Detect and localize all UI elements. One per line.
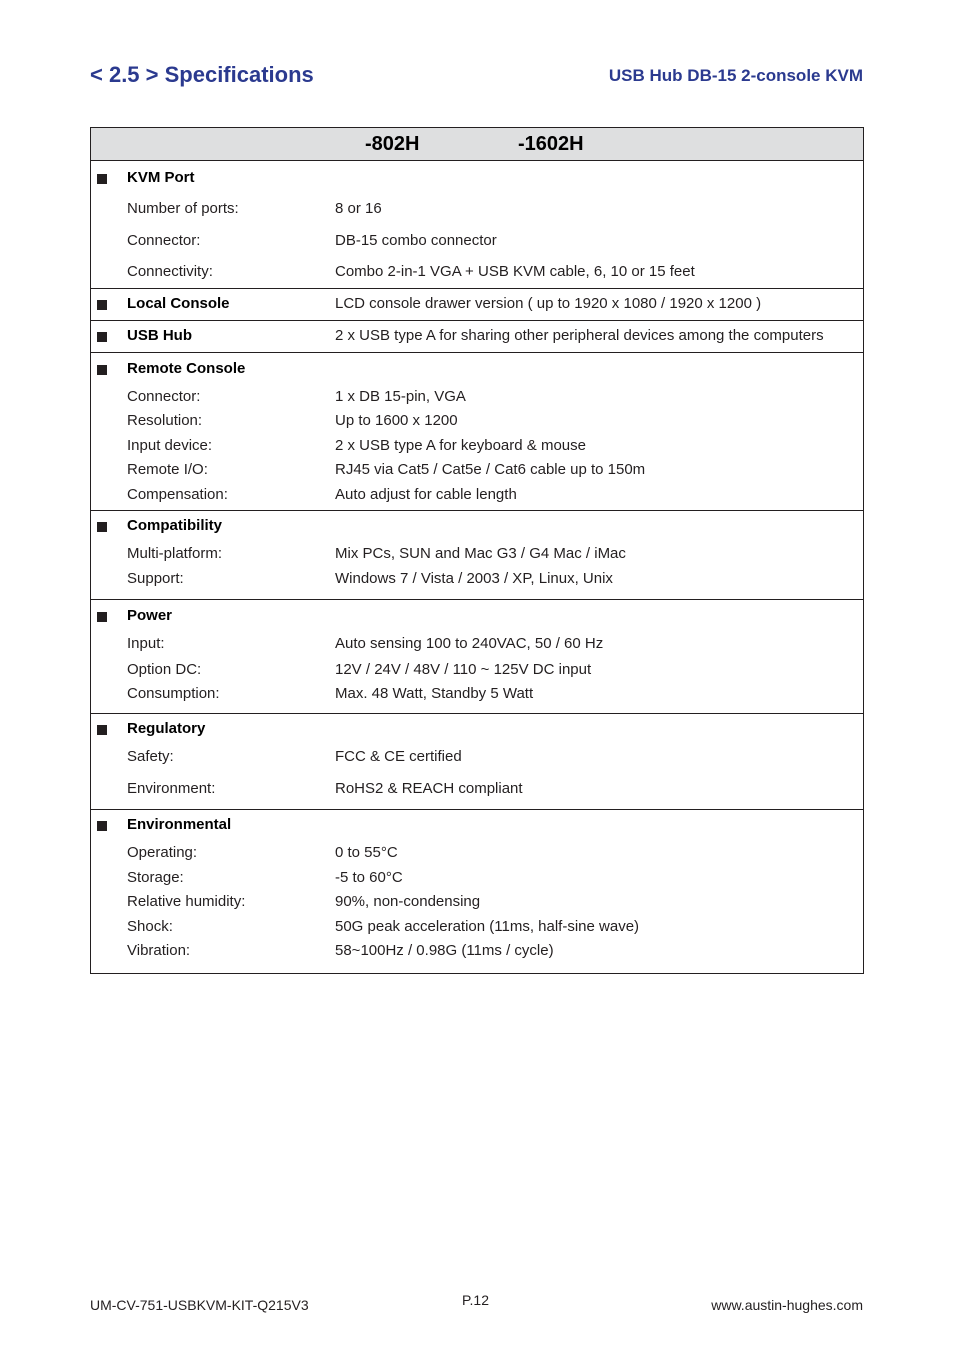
group-value: LCD console drawer version ( up to 1920 x 1080 / 1920 x 1200 )	[335, 295, 762, 312]
group-heading: Regulatory	[127, 720, 206, 737]
spec-value: 1 x DB 15-pin, VGA	[335, 388, 466, 405]
section-title: < 2.5 > Specifications	[90, 62, 314, 87]
spec-row	[91, 200, 863, 220]
group-heading: Compatibility	[127, 517, 223, 534]
spec-row	[91, 412, 863, 432]
spec-row	[91, 893, 863, 913]
square-bullet-icon	[97, 725, 107, 735]
spec-label: Option DC:	[127, 661, 202, 678]
square-bullet-icon	[97, 300, 107, 310]
document-title: USB Hub DB-15 2-console KVM	[608, 66, 863, 85]
square-bullet-icon	[97, 522, 107, 532]
model-label: -802H	[365, 133, 420, 155]
group-heading: Power	[127, 607, 173, 624]
group-heading: USB Hub	[127, 327, 192, 344]
spec-value: 2 x USB type A for keyboard & mouse	[335, 437, 586, 454]
spec-value: RJ45 via Cat5 / Cat5e / Cat6 cable up to 150m	[335, 461, 646, 478]
spec-value: Auto sensing 100 to 240VAC, 50 / 60 Hz	[335, 635, 604, 652]
spec-group	[91, 161, 863, 289]
spec-label: Vibration:	[127, 942, 191, 959]
spec-table	[90, 127, 864, 974]
spec-row	[91, 263, 863, 283]
spec-label: Consumption:	[127, 685, 220, 702]
group-heading: Remote Console	[127, 360, 246, 377]
spec-label: Support:	[127, 570, 184, 587]
spec-value: 8 or 16	[335, 200, 382, 217]
square-bullet-icon	[97, 821, 107, 831]
spec-value: 0 to 55°C	[335, 844, 398, 861]
model-header-row	[91, 128, 863, 161]
spec-row	[91, 661, 863, 681]
spec-label: Compensation:	[127, 486, 228, 503]
spec-group	[91, 714, 863, 810]
spec-row	[91, 748, 863, 768]
square-bullet-icon	[97, 332, 107, 342]
spec-group	[91, 321, 863, 353]
spec-label: Multi-platform:	[127, 545, 223, 562]
spec-label: Connector:	[127, 388, 201, 405]
spec-row	[91, 570, 863, 590]
spec-row	[91, 461, 863, 481]
spec-value: FCC & CE certified	[335, 748, 462, 765]
spec-row	[91, 486, 863, 506]
square-bullet-icon	[97, 174, 107, 184]
square-bullet-icon	[97, 365, 107, 375]
spec-label: Connector:	[127, 232, 201, 249]
spec-label: Resolution:	[127, 412, 203, 429]
spec-value: 90%, non-condensing	[335, 893, 481, 910]
spec-value: Max. 48 Watt, Standby 5 Watt	[335, 685, 534, 702]
spec-value: 58~100Hz / 0.98G (11ms / cycle)	[335, 942, 554, 959]
spec-groups	[91, 161, 863, 973]
spec-label: Storage:	[127, 869, 184, 886]
square-bullet-icon	[97, 612, 107, 622]
spec-value: 12V / 24V / 48V / 110 ~ 125V DC input	[335, 661, 592, 678]
spec-label: Relative humidity:	[127, 893, 246, 910]
spec-value: Windows 7 / Vista / 2003 / XP, Linux, Unix	[335, 570, 613, 587]
group-heading: Environmental	[127, 816, 232, 833]
spec-group	[91, 511, 863, 600]
group-heading: Local Console	[127, 295, 230, 312]
spec-label: Environment:	[127, 780, 216, 797]
spec-value: 50G peak acceleration (11ms, half-sine wave)	[335, 918, 640, 935]
group-value: 2 x USB type A for sharing other peripheral devices among the computers	[335, 327, 824, 344]
spec-value: RoHS2 & REACH compliant	[335, 780, 523, 797]
spec-value: -5 to 60°C	[335, 869, 403, 886]
spec-label: Input device:	[127, 437, 213, 454]
spec-group	[91, 353, 863, 511]
spec-value: Up to 1600 x 1200	[335, 412, 458, 429]
spec-row	[91, 635, 863, 655]
spec-label: Connectivity:	[127, 263, 213, 280]
spec-value: DB-15 combo connector	[335, 232, 497, 249]
spec-group	[91, 810, 863, 973]
spec-row	[91, 232, 863, 252]
page-number: P.12	[462, 1292, 489, 1308]
spec-label: Remote I/O:	[127, 461, 208, 478]
spec-label: Number of ports:	[127, 200, 239, 217]
model-label: -1602H	[518, 133, 584, 155]
spec-group	[91, 600, 863, 714]
spec-label: Input:	[127, 635, 165, 652]
spec-row	[91, 545, 863, 565]
spec-row	[91, 918, 863, 938]
spec-label: Shock:	[127, 918, 173, 935]
spec-row	[91, 869, 863, 889]
spec-row	[91, 942, 863, 962]
spec-row	[91, 437, 863, 457]
spec-label: Safety:	[127, 748, 174, 765]
document-code: UM-CV-751-USBKVM-KIT-Q215V3	[90, 1297, 309, 1313]
spec-row	[91, 844, 863, 864]
spec-label: Operating:	[127, 844, 198, 861]
spec-value: Combo 2-in-1 VGA + USB KVM cable, 6, 10 or 15 feet	[335, 263, 695, 280]
website-url: www.austin-hughes.com	[711, 1297, 863, 1313]
spec-value: Auto adjust for cable length	[335, 486, 517, 503]
spec-value: Mix PCs, SUN and Mac G3 / G4 Mac / iMac	[335, 545, 626, 562]
group-heading: KVM Port	[127, 169, 195, 186]
spec-row	[91, 388, 863, 408]
spec-group	[91, 289, 863, 321]
spec-row	[91, 780, 863, 800]
spec-row	[91, 685, 863, 705]
